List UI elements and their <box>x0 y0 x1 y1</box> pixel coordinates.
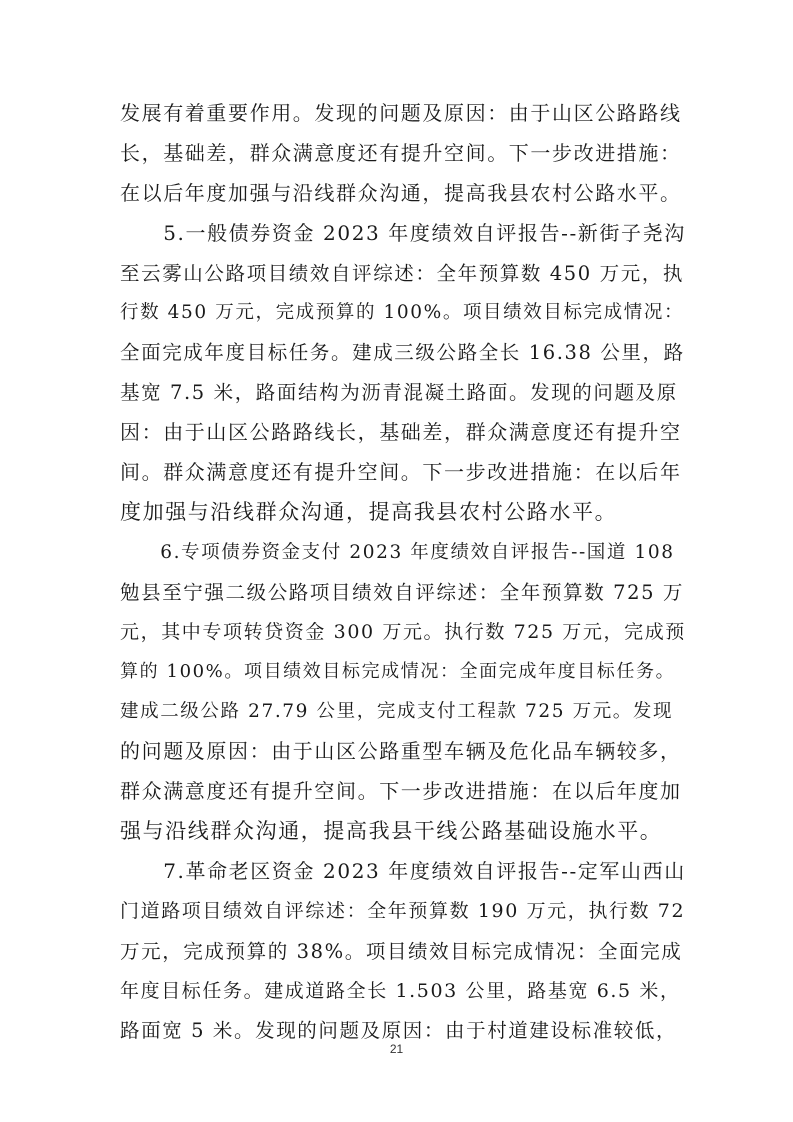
text-line: 5.一般债券资金 2023 年度绩效自评报告--新街子尧沟 <box>120 220 686 245</box>
text-line: 发展有着重要作用。发现的问题及原因：由于山区公路路线 <box>120 101 682 125</box>
text-line: 万元，完成预算的 38%。项目绩效目标完成情况：全面完成 <box>120 939 683 963</box>
text-line: 元，其中专项转贷资金 300 万元。执行数 725 万元，完成预 <box>120 620 686 643</box>
text-line: 全面完成年度目标任务。建成三级公路全长 16.38 公里，路 <box>120 341 685 365</box>
text-line: 年度目标任务。建成道路全长 1.503 公里，路基宽 6.5 米， <box>120 979 681 1002</box>
text-line: 建成二级公路 27.79 公里，完成支付工程款 725 万元。发现 <box>120 701 674 723</box>
text-line: 7.革命老区资金 2023 年度绩效自评报告--定军山西山 <box>120 858 686 883</box>
text-line: 路面宽 5 米。发现的问题及原因：由于村道建设标准较低， <box>120 1019 678 1043</box>
text-line: 强与沿线群众沟通，提高我县干线公路基础设施水平。 <box>120 819 663 844</box>
text-line: 6.专项债券资金支付 2023 年度绩效自评报告--国道 108 <box>120 541 675 563</box>
text-line: 行数 450 万元，完成预算的 100%。项目绩效目标完成情况： <box>120 302 685 324</box>
text-line: 的问题及原因：由于山区公路重型车辆及危化品车辆较多， <box>120 739 682 764</box>
page-number: 21 <box>389 1042 404 1056</box>
text-line: 群众满意度还有提升空间。下一步改进措施：在以后年度加 <box>120 779 682 804</box>
text-line: 门道路项目绩效自评综述：全年预算数 190 万元，执行数 72 <box>120 899 686 922</box>
text-line: 长，基础差，群众满意度还有提升空间。下一步改进措施： <box>120 140 682 165</box>
text-line: 在以后年度加强与沿线群众沟通，提高我县农村公路水平。 <box>120 180 682 205</box>
text-line: 至云雾山公路项目绩效自评综述：全年预算数 450 万元，执 <box>120 261 685 285</box>
text-line: 间。群众满意度还有提升空间。下一步改进措施：在以后年 <box>120 460 682 485</box>
text-line: 基宽 7.5 米，路面结构为沥青混凝土路面。发现的问题及原 <box>120 381 678 405</box>
text-line: 因：由于山区公路路线长，基础差，群众满意度还有提升空 <box>120 420 682 445</box>
text-line: 度加强与沿线群众沟通，提高我县农村公路水平。 <box>120 499 618 524</box>
body-text <box>120 94 686 1051</box>
text-line: 勉县至宁强二级公路项目绩效自评综述：全年预算数 725 万 <box>120 580 685 604</box>
text-line: 算的 100%。项目绩效目标完成情况：全面完成年度目标任务。 <box>120 661 676 683</box>
